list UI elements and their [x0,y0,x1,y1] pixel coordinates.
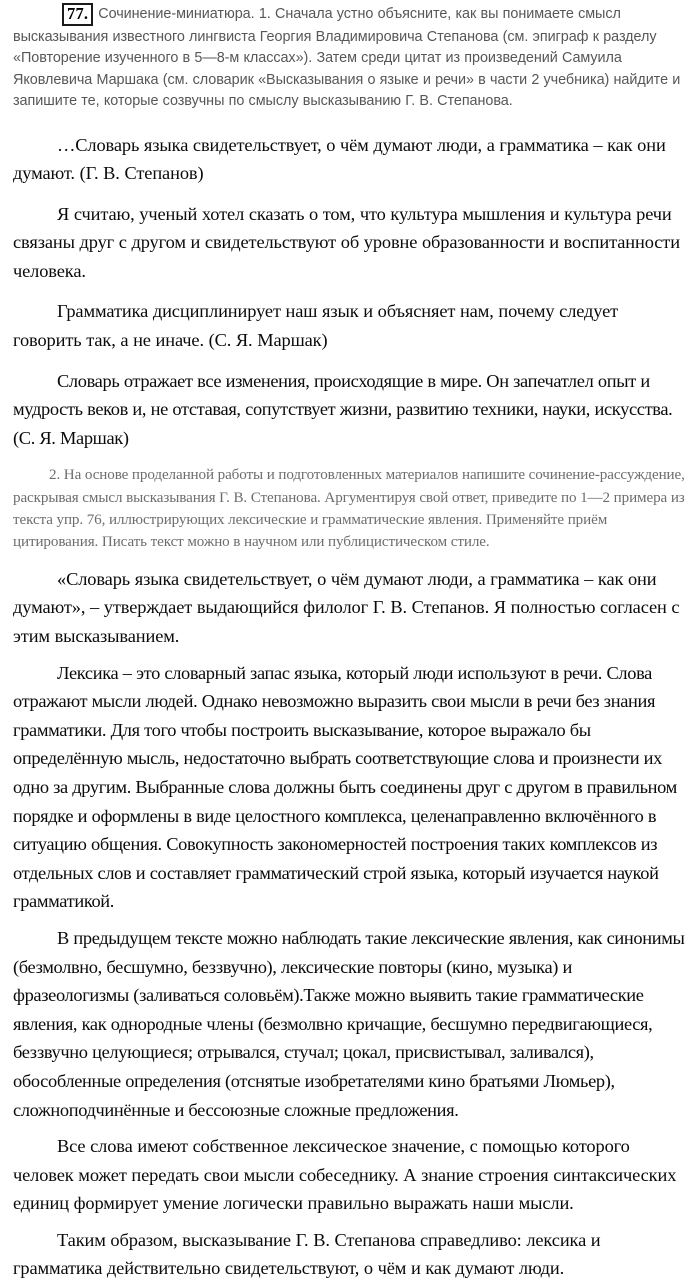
spacer [13,452,690,464]
task-two-instruction: 2. На основе проделанной работы и подготовленных материалов напишите сочинение-рассуждение, раскрывая смысл высказывания Г. В. Степанова. Аргументируя свой ответ, приведите по 1—2 примера из текста упр. 76, иллюстрирующих лексические и грамматические явления. Применяйте приём цитирования. Писать текст можно в научном или публицистическом стиле. [13,467,685,550]
spacer [13,285,690,297]
spacer [13,553,690,565]
quote-stepanov: …Словарь языка свидетельствует, о чём думают люди, а грамматика – как они думают. (Г. В. Степанов) [13,134,666,184]
exercise-heading [13,0,690,113]
exercise-number-box [62,3,93,27]
quote-marshak-2: Словарь отражает все изменения, происходящие в мире. Он запечатлел опыт и мудрость веков и, не отставая, сопутствует жизни, развитию техники, науки, искусства. (С. Я. Маршак) [13,370,673,448]
spacer [13,113,690,131]
essay-body-2: В предыдущем тексте можно наблюдать такие лексические явления, как синонимы (безмолвно, бесшумно, беззвучно), лексические повторы (кино, музыка) и фразеологизмы (заливаться соловьём).Также можно выявить такие грамматические явления, как однородные члены (безмолвно кричащие, бесшумно передвигающиеся, беззвучно целующиеся; отрывался, стучал; цокал, присвистывал, заливался), обособленные определения (отснятые изобретателями кино братьями Люмьер), сложноподчинённые и бессоюзные сложные предложения. [13,927,685,1120]
quote-student-comment: Я считаю, ученый хотел сказать о том, что культура мышления и культура речи связаны друг с другом и свидетельствуют об уровне образованности и воспитанности человека. [13,203,680,281]
essay-intro: «Словарь языка свидетельствует, о чём думают люди, а грамматика – как они думают», – утверждает выдающийся филолог Г. В. Степанов. Я полностью согласен с этим высказыванием. [13,568,680,646]
spacer [13,355,690,367]
spacer [13,1124,690,1132]
exercise-instruction-text: Сочинение-миниатюра. 1. Сначала устно объясните, как вы понимаете смысл высказывания известного лингвиста Георгия Владимировича Степанова (см. эпиграф к разделу «Повторение изученного в 5—8-м классах»). Затем среди цитат из произведений Самуила Яковлевича Маршака (см. словарик «Высказывания о языке и речи» в части 2 учебника) найдите и запишите те, которые созвучны по смыслу высказыванию Г. В. Степанова. [13,6,681,109]
exercise-number: 77. [62,3,93,26]
spacer [13,1218,690,1226]
quote-marshak-1: Грамматика дисциплинирует наш язык и объясняет нам, почему следует говорить так, а не иначе. (С. Я. Маршак) [13,301,619,351]
essay-body-3: Все слова имеют собственное лексическое значение, с помощью которого человек может передать свои мысли собеседнику. А знание строения синтаксических единиц формирует умение логически правильно выражать наши мысли. [13,1136,677,1214]
spacer [13,188,690,200]
spacer [13,651,690,659]
essay-body-1: Лексика – это словарный запас языка, который люди используют в речи. Слова отражают мысли людей. Однако невозможно выразить свои мысли в речи без знания грамматики. Для того чтобы построить высказывание, которое выражало бы определённую мысль, недостаточно выбрать соответствующие слова и произнести их одно за другим. Выбранные слова должны быть соединены друг с другом в правильном порядке и оформлены в виде целостного комплекса, целенаправленно включённого в ситуацию общения. Совокупность закономерностей построения таких комплексов из отдельных слов и составляет грамматический строй языка, который изучается наукой грамматикой. [13,662,677,912]
spacer [13,916,690,924]
essay-conclusion: Таким образом, высказывание Г. В. Степанова справедливо: лексика и грамматика действительно свидетельствуют, о чём и как думают люди. [13,1229,601,1279]
